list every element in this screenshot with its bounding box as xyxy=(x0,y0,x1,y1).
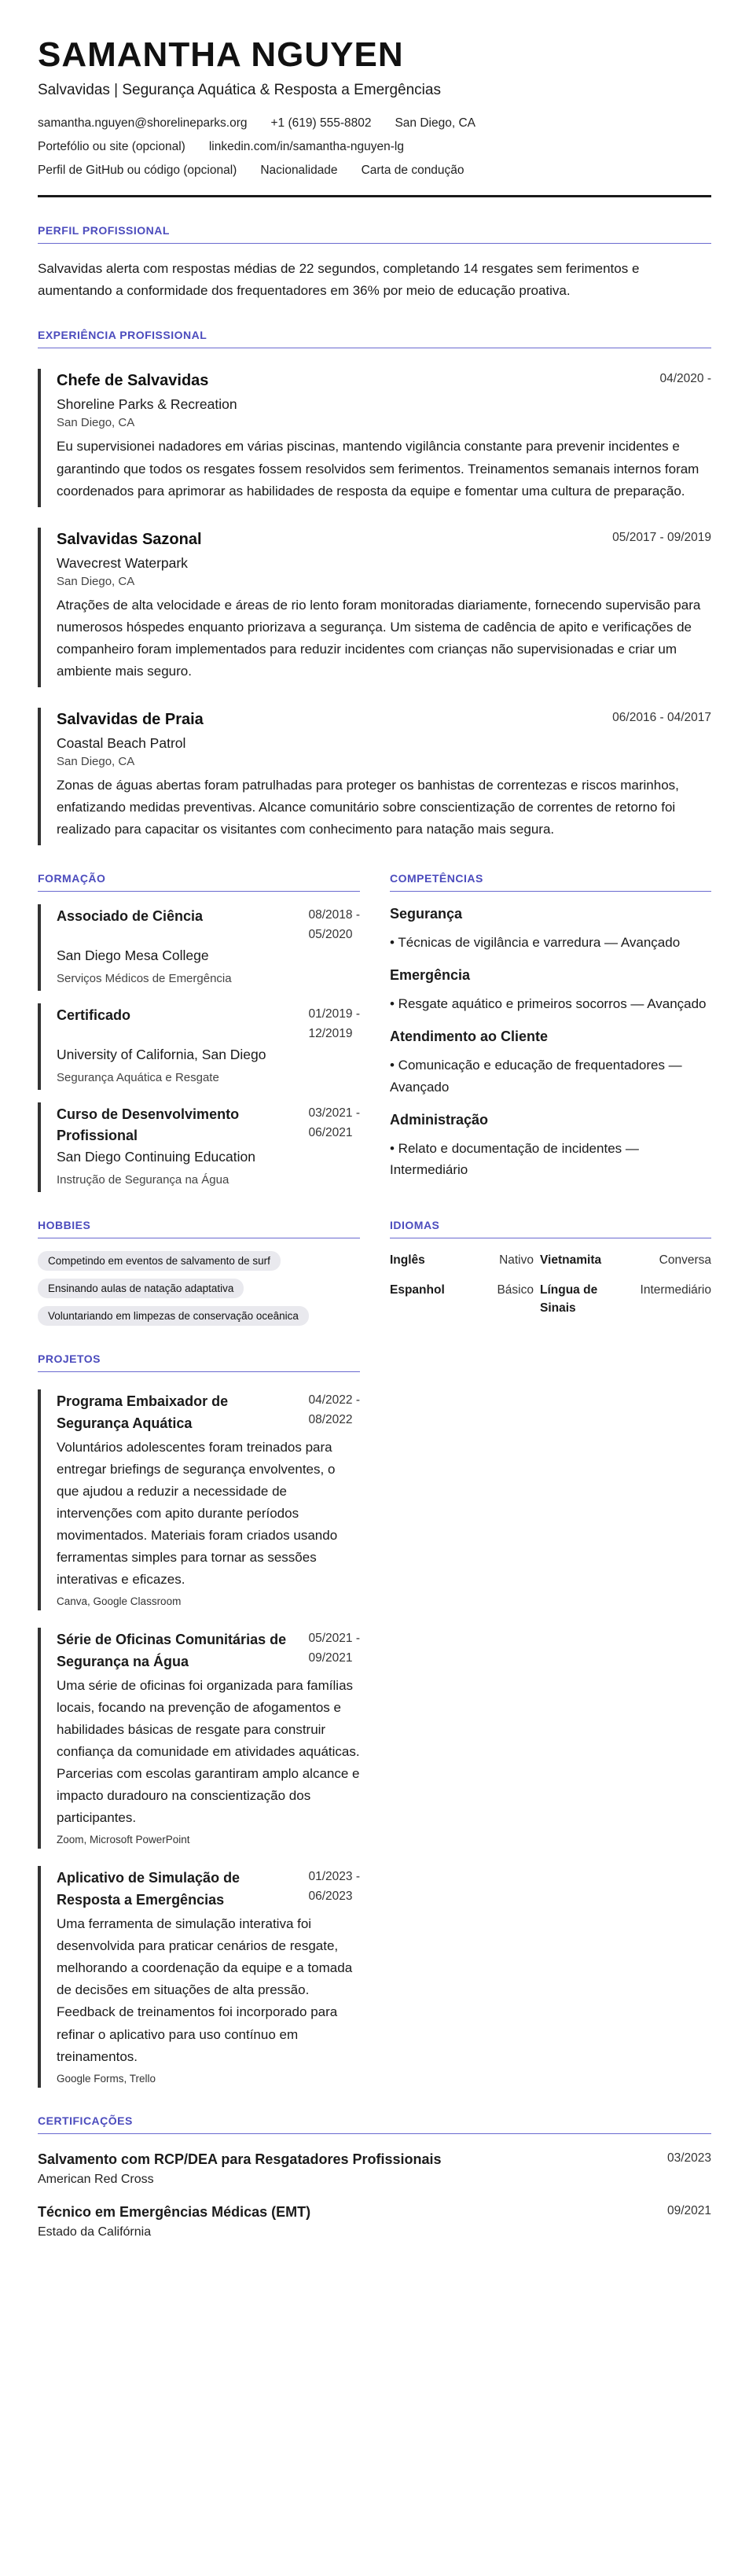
job-description: Zonas de águas abertas foram patrulhadas para proteger os banhistas de correntezas e riscos marinhos, enfatizando medidas preventivas. Alcance comunitário sobre conscientização de correntes de retorno foi realizado para capacitar os visitantes com conhecimento para natação mais segura. xyxy=(57,777,679,837)
skill-item: • Técnicas de vigilância e varredura — Avançado xyxy=(390,934,681,950)
language-name: Espanhol xyxy=(390,1282,445,1297)
certifications-section xyxy=(38,2114,711,2239)
experience-heading: EXPERIÊNCIA PROFISSIONAL xyxy=(38,329,711,348)
education-dates: 08/2018 - 05/2020 xyxy=(308,907,360,941)
project-tools: Canva, Google Classroom xyxy=(57,1595,182,1608)
education-entry xyxy=(38,904,360,991)
language-name: Vietnamita xyxy=(540,1253,602,1268)
language-grid xyxy=(390,1251,711,1317)
experience-entry xyxy=(38,369,711,506)
job-dates: 05/2017 - 09/2019 xyxy=(612,530,711,544)
contact-github[interactable]: Perfil de GitHub ou código (opcional) xyxy=(38,164,237,178)
language-name: Língua de Sinais xyxy=(540,1282,598,1315)
project-description: Uma série de oficinas foi organizada para famílias locais, focando na prevenção de afogamentos e habilidades básicas de resgate para construir confiança da comunidade em atividades aquáticas. Parcerias com escolas garantiram amplo alcance e impacto duradouro na conscientização dos participantes. xyxy=(57,1678,360,1826)
school-name: San Diego Mesa College xyxy=(57,947,209,963)
field-of-study: Serviços Médicos de Emergência xyxy=(57,971,232,985)
job-title: Salvavidas de Praia xyxy=(57,710,204,728)
hobby-chip: Ensinando aulas de natação adaptativa xyxy=(38,1279,244,1298)
language-level: Intermediário xyxy=(640,1282,711,1297)
skill-item: • Comunicação e educação de frequentadores — Avançado xyxy=(390,1058,682,1095)
skill-item: • Resgate aquático e primeiros socorros — Avançado xyxy=(390,996,707,1012)
skill-category: Atendimento ao Cliente xyxy=(390,1029,549,1045)
job-location: San Diego, CA xyxy=(57,754,135,768)
contact-nationality: Nacionalidade xyxy=(260,164,338,178)
profile-summary: Salvavidas alerta com respostas médias de 22 segundos, completando 14 resgates sem ferimentos e aumentando a conformidade dos frequentadores em 36% por meio de educação proativa. xyxy=(38,261,640,299)
field-of-study: Segurança Aquática e Resgate xyxy=(57,1070,219,1084)
skill-category: Emergência xyxy=(390,967,471,984)
language-level: Conversa xyxy=(659,1253,711,1268)
degree-title: Curso de Desenvolvimento Profissional xyxy=(57,1106,240,1143)
project-dates: 04/2022 - 08/2022 xyxy=(308,1393,360,1427)
hobbies-section xyxy=(38,1192,360,1326)
contact-location: San Diego, CA xyxy=(395,116,475,131)
hobbies-heading: HOBBIES xyxy=(38,1219,360,1238)
certification-issuer: American Red Cross xyxy=(38,2172,154,2186)
project-title: Aplicativo de Simulação de Resposta a Emergências xyxy=(57,1870,240,1908)
contact-email[interactable]: samantha.nguyen@shorelineparks.org xyxy=(38,116,248,131)
skill-group xyxy=(390,906,711,953)
candidate-name: SAMANTHA NGUYEN xyxy=(38,35,404,74)
project-tools: Zoom, Microsoft PowerPoint xyxy=(57,1834,190,1846)
job-title: Chefe de Salvavidas xyxy=(57,372,209,390)
hobby-chip: Competindo em eventos de salvamento de surf xyxy=(38,1251,281,1271)
degree-title: Certificado xyxy=(57,1006,131,1023)
contact-license: Carta de condução xyxy=(361,164,464,178)
experience-entry xyxy=(38,528,711,687)
hobby-list xyxy=(38,1251,360,1326)
languages-section xyxy=(390,1192,711,1326)
language-level: Básico xyxy=(497,1282,534,1297)
certification-title: Técnico em Emergências Médicas (EMT) xyxy=(38,2203,311,2220)
resume-header xyxy=(38,36,711,197)
language-level: Nativo xyxy=(499,1253,534,1268)
hobby-chip: Voluntariando em limpezas de conservação oceânica xyxy=(38,1306,309,1326)
education-section xyxy=(38,845,360,1192)
project-description: Voluntários adolescentes foram treinados para entregar briefings de segurança envolventes, o que ajudou a reduzir a necessidade de intervenções com apito durante períodos movimentados. Materiais foram criados usando ferramentas simples para tornar as sessões interativas e eficazes. xyxy=(57,1440,338,1588)
profile-heading: PERFIL PROFISSIONAL xyxy=(38,224,711,244)
job-company: Coastal Beach Patrol xyxy=(57,734,186,751)
skill-group xyxy=(390,1029,711,1097)
certification-date: 03/2023 xyxy=(666,2151,711,2165)
header-divider xyxy=(38,195,711,197)
contact-row-1 xyxy=(38,116,711,131)
job-description: Atrações de alta velocidade e áreas de rio lento foram monitoradas diariamente, fornecendo supervisão para numerosos hóspedes enquanto priorizava a segurança. Um sistema de cadência de apito e verificações de companheiro foram implementados para reduzir incidentes com crianças não supervisionadas e criar um ambiente mais seguro. xyxy=(57,597,701,679)
contact-phone[interactable]: +1 (619) 555-8802 xyxy=(270,116,372,131)
language-name: Inglês xyxy=(390,1253,425,1268)
contact-linkedin[interactable]: linkedin.com/in/samantha-nguyen-lg xyxy=(208,140,404,154)
school-name: San Diego Continuing Education xyxy=(57,1148,255,1165)
certification-date: 09/2021 xyxy=(666,2203,711,2217)
contact-row-3 xyxy=(38,164,711,178)
certifications-heading: CERTIFICAÇÕES xyxy=(38,2114,711,2134)
job-location: San Diego, CA xyxy=(57,416,135,430)
job-company: Shoreline Parks & Recreation xyxy=(57,396,237,413)
skills-heading: COMPETÊNCIAS xyxy=(390,872,711,892)
skill-category: Segurança xyxy=(390,905,463,922)
candidate-headline: Salvavidas | Segurança Aquática & Resposta a Emergências xyxy=(38,82,441,99)
education-dates: 01/2019 - 12/2019 xyxy=(308,1006,360,1040)
project-title: Programa Embaixador de Segurança Aquática xyxy=(57,1393,229,1432)
school-name: University of California, San Diego xyxy=(57,1046,266,1062)
education-skills-row xyxy=(38,845,711,1192)
job-title: Salvavidas Sazonal xyxy=(57,530,202,548)
project-dates: 05/2021 - 09/2021 xyxy=(308,1632,360,1665)
experience-section xyxy=(38,329,711,845)
profile-section xyxy=(38,224,711,302)
skills-section xyxy=(390,845,711,1192)
skill-group xyxy=(390,967,711,1014)
project-title: Série de Oficinas Comunitárias de Segurança na Água xyxy=(57,1632,287,1670)
project-tools: Google Forms, Trello xyxy=(57,2072,156,2085)
contact-portfolio[interactable]: Portefólio ou site (opcional) xyxy=(38,140,185,154)
job-description: Eu supervisionei nadadores em várias piscinas, mantendo vigilância constante para prevenir incidentes e garantindo que todos os resgates fossem resolvidos sem ferimentos. Treinamentos semanais internos foram coordenados para aprimorar as habilidades de resposta da equipe e fomentar uma cultura de preparação. xyxy=(57,439,699,499)
contact-row-2 xyxy=(38,140,711,154)
skill-group xyxy=(390,1112,711,1180)
degree-title: Associado de Ciência xyxy=(57,907,204,924)
job-location: San Diego, CA xyxy=(57,574,135,588)
contact-info xyxy=(38,116,711,178)
certification-issuer: Estado da Califórnia xyxy=(38,2225,152,2239)
project-dates: 01/2023 - 06/2023 xyxy=(308,1870,360,1904)
project-entry xyxy=(38,1628,360,1849)
job-dates: 06/2016 - 04/2017 xyxy=(612,710,711,724)
certification-entry xyxy=(38,2151,711,2187)
projects-section xyxy=(38,1352,360,2087)
skill-item: • Relato e documentação de incidentes — Intermediário xyxy=(390,1140,639,1177)
certification-entry xyxy=(38,2204,711,2239)
education-entry xyxy=(38,1003,360,1090)
languages-heading: IDIOMAS xyxy=(390,1219,711,1238)
job-company: Wavecrest Waterpark xyxy=(57,554,188,571)
hobbies-languages-row xyxy=(38,1192,711,1326)
projects-heading: PROJETOS xyxy=(38,1352,360,1372)
job-dates: 04/2020 - xyxy=(659,372,711,386)
field-of-study: Instrução de Segurança na Água xyxy=(57,1173,229,1187)
experience-entry xyxy=(38,708,711,845)
education-heading: FORMAÇÃO xyxy=(38,872,360,892)
skill-category: Administração xyxy=(390,1111,489,1128)
education-entry xyxy=(38,1102,360,1192)
project-entry xyxy=(38,1389,360,1610)
education-dates: 03/2021 - 06/2021 xyxy=(308,1106,360,1139)
certification-title: Salvamento com RCP/DEA para Resgatadores Profissionais xyxy=(38,2151,442,2167)
project-description: Uma ferramenta de simulação interativa foi desenvolvida para praticar cenários de resgate, melhorando a coordenação da equipe e a tomada de decisões em situações de alta pressão. Feedback de treinamentos foi incorporado para refinar o aplicativo para uso contínuo em treinamentos. xyxy=(57,1916,353,2064)
project-entry xyxy=(38,1866,360,2087)
